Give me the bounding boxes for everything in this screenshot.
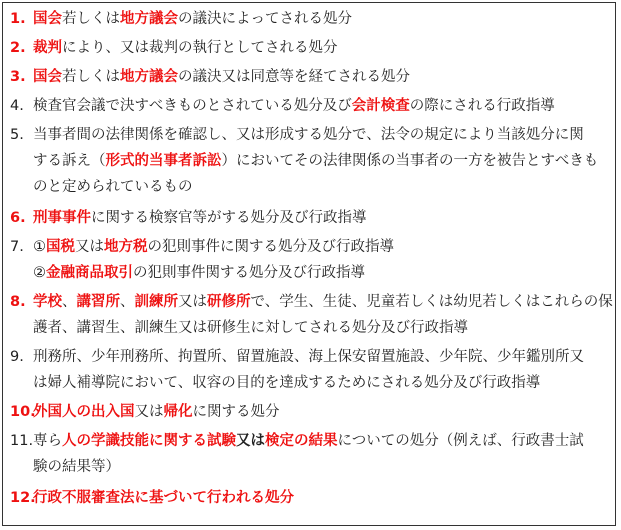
item-text: 刑務所、少年刑務所、拘置所、留置施設、海上保安留置施設、少年院、少年鑑別所又 [33,349,584,365]
list-item-number: 3. [10,69,26,85]
item-text: する訴え（ [33,153,106,169]
list-item-line [10,9,352,29]
item-text: は婦人補導院において、収容の目的を達成するためにされる処分及び行政指導 [33,375,541,391]
list-item-line [10,402,280,422]
list-item-line [10,431,584,451]
item-text: についての処分（例えば、行政書士試 [337,433,584,449]
list-item-number: 7. [10,239,24,255]
emphasized-term: 地方議会 [120,11,178,27]
item-text: 験の結果等） [33,459,120,475]
item-text: の議決又は同意等を経てされる処分 [178,69,410,85]
emphasized-term: 国会 [33,11,62,27]
item-text: に関する検察官等がする処分及び行政指導 [91,210,367,226]
emphasized-term: 人の学識技能に関する試験 [62,433,236,449]
list-item-continuation-line [10,151,598,171]
item-text: の犯則事件に関する処分及び行政指導 [147,239,394,255]
list-item-line [10,38,338,58]
list-item-continuation-line [10,263,365,283]
emphasized-term: 外国人の出入国 [33,404,135,420]
list-item-line [10,292,613,312]
item-text: の犯則事件関する処分及び行政指導 [133,265,365,281]
list-item-number: 12. [10,490,36,506]
emphasized-term: 国会 [33,69,62,85]
list-item-number: 4. [10,98,24,114]
list-item-number: 10. [10,404,36,420]
emphasized-term: 検定の結果 [265,433,338,449]
list-item-continuation-line [10,318,468,338]
emphasized-term: 講習所 [76,294,120,310]
emphasized-term: 会計検査 [351,98,410,114]
list-item-line [10,347,584,367]
item-text: 護者、講習生、訓練生又は研修生に対してされる処分及び行政指導 [33,320,468,336]
emphasized-term: 地方税 [104,239,148,255]
item-text: 又は [236,433,265,449]
emphasized-term: 学校 [33,294,62,310]
item-text: 当事者間の法律関係を確認し、又は形成する処分で、法令の規定により当該処分に関 [33,127,584,143]
item-text: ② [33,265,46,281]
list-item-line [10,125,584,145]
list-item-line [10,237,394,257]
item-text: 、 [62,294,77,310]
item-text: のと定められているもの [33,179,193,195]
list-item-number: 9. [10,349,24,365]
item-text: 検査官会議で決すべきものとされている処分及び [33,98,352,114]
item-text: 若しくは [62,11,120,27]
list-item-number: 11. [10,433,34,449]
item-text: ① [33,239,46,255]
list-item-continuation-line [10,373,540,393]
item-text: の議決によってされる処分 [178,11,352,27]
item-text: ）においてその法律関係の当事者の一方を被告とすべきも [221,153,599,169]
list-item-continuation-line [10,177,193,197]
item-text: 若しくは [62,69,120,85]
list-item-continuation-line [10,457,120,477]
item-text: 、 [120,294,135,310]
list-item-line [10,488,294,508]
emphasized-term: 帰化 [163,404,193,420]
exclusion-list-document [2,2,616,526]
list-item-number: 1. [10,11,26,27]
list-item-line [10,96,555,116]
emphasized-term: 行政不服審査法に基づいて行われる処分 [33,490,294,506]
item-text: で、学生、生徒、児童若しくは幼児若しくはこれらの保 [250,294,613,310]
list-item-line [10,67,410,87]
item-text: の際にされる行政指導 [409,98,555,114]
emphasized-term: 研修所 [207,294,251,310]
emphasized-term: 裁判 [33,40,62,56]
list-item-number: 2. [10,40,26,56]
list-item-number: 5. [10,127,24,143]
item-text: に関する処分 [192,404,280,420]
list-item-number: 8. [10,294,26,310]
emphasized-term: 訓練所 [134,294,178,310]
item-text: により、又は裁判の執行としてされる処分 [62,40,338,56]
emphasized-term: 国税 [46,239,75,255]
item-text: 又は [75,239,104,255]
emphasized-term: 金融商品取引 [46,265,133,281]
emphasized-term: 地方議会 [120,69,178,85]
list-item-line [10,208,367,228]
emphasized-term: 刑事事件 [33,210,91,226]
emphasized-term: 形式的当事者訴訟 [105,153,222,169]
item-text: 又は [178,294,207,310]
item-text: 専ら [33,433,62,449]
list-item-number: 6. [10,210,26,226]
item-text: 又は [134,404,164,420]
